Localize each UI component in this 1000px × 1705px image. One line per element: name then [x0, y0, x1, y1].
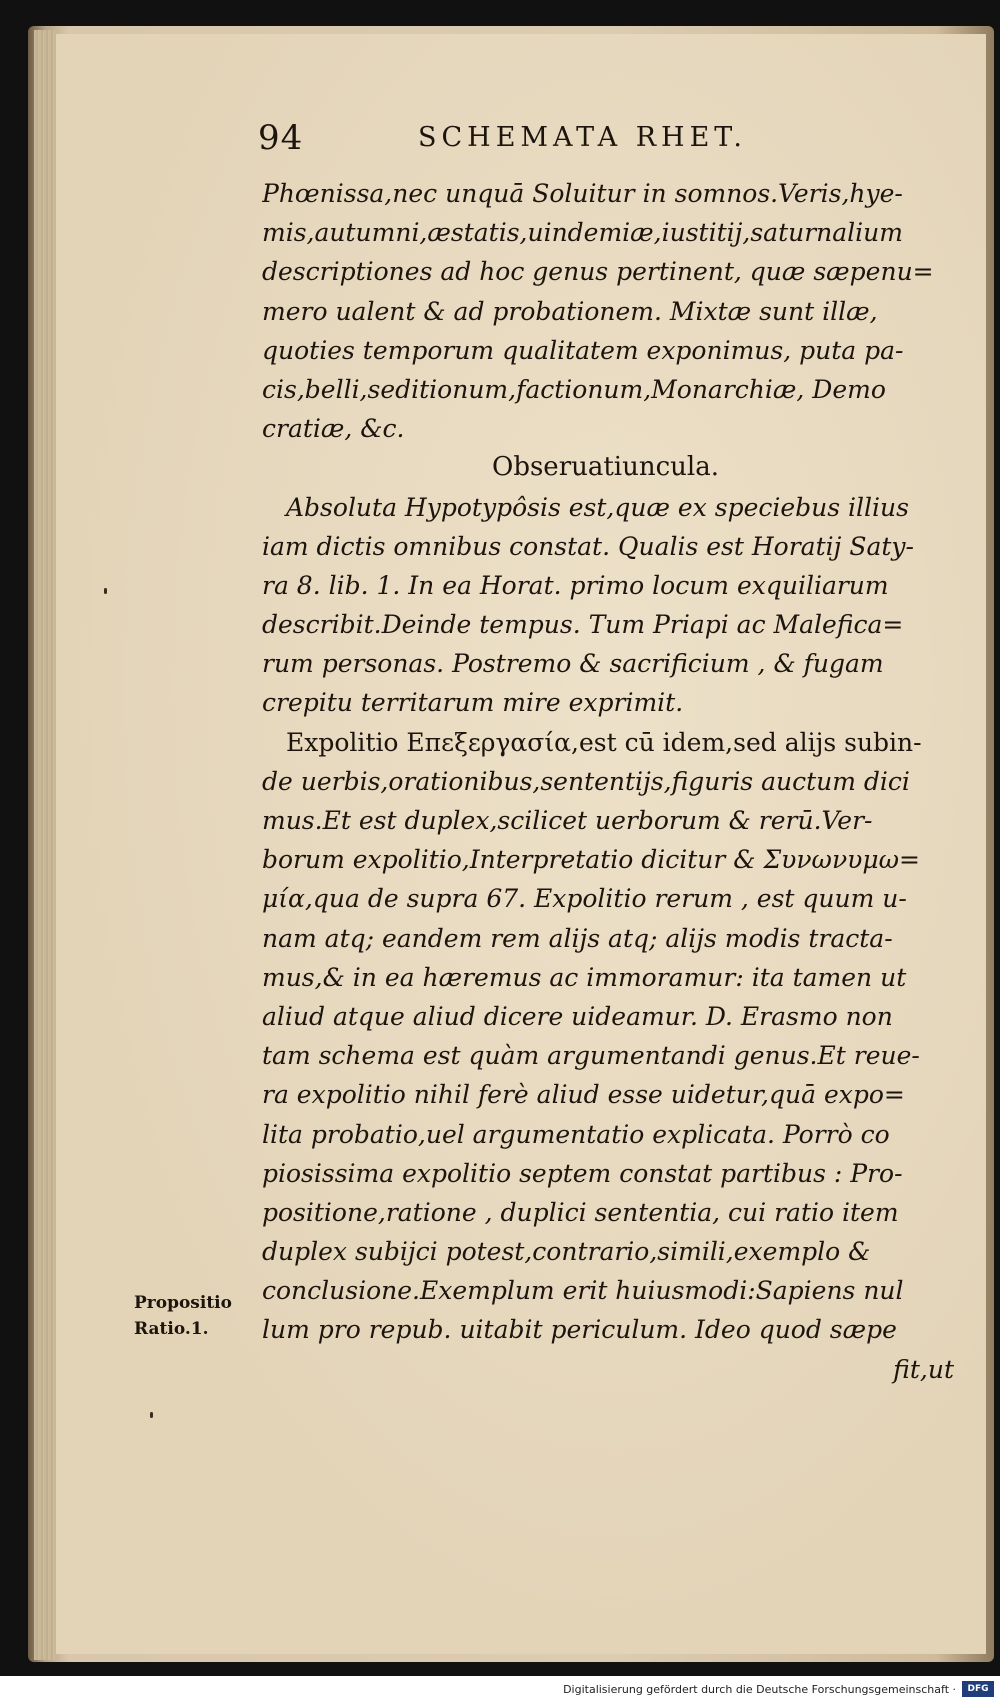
- text-line: de uerbis,orationibus,sententijs,figuris auctum dici: [262, 766, 910, 796]
- text-line: mus.Et est duplex,scilicet uerborum & rerū.Ver-: [262, 806, 873, 835]
- digitization-credit: Digitalisierung gefördert durch die Deutsche Forschungsgemeinschaft ·: [563, 1683, 956, 1696]
- text-line: Absoluta Hypotypôsis est,quæ ex speciebus illius: [286, 492, 909, 522]
- text-line: iam dictis omnibus constat. Qualis est Horatij Saty-: [262, 531, 914, 561]
- text-line: piosissima expolitio septem constat partibus : Pro-: [262, 1158, 903, 1188]
- text-line: rum personas. Postremo & sacrificium , & fugam: [262, 649, 884, 679]
- margin-note-propositio: Propositio: [134, 1293, 232, 1313]
- text-line: mis,autumni,æstatis,uindemiæ,iustitij,saturnalium: [262, 218, 903, 248]
- text-line: aliud atque aliud dicere uideamur. D. Erasmo non: [262, 1001, 893, 1031]
- text-line: Phœnissa,nec unquā Soluitur in somnos.Veris,hye-: [262, 179, 903, 208]
- text-line: describit.Deinde tempus. Tum Priapi ac Malefica=: [262, 610, 904, 640]
- text-line: descriptiones ad hoc genus pertinent, quæ sæpenu=: [262, 257, 934, 287]
- margin-notes: [134, 1290, 264, 1342]
- text-line: ra 8. lib. 1. In ea Horat. primo locum exquiliarum: [262, 570, 889, 600]
- text-line: borum expolitio,Interpretatio dicitur & Συνωνυμω=: [262, 845, 920, 875]
- text-line: cis,belli,seditionum,factionum,Monarchiæ, Demo: [262, 374, 886, 404]
- text-line: tam schema est quàm argumentandi genus.Et reue-: [262, 1041, 920, 1071]
- page-header: [258, 118, 858, 162]
- text-line: Expolitio Επεξεργασία,est cū idem,sed alijs subin-: [286, 727, 922, 757]
- text-line: cratiæ, &c.: [262, 414, 405, 444]
- text-line: lum pro repub. uitabit periculum. Ideo quod sæpe: [262, 1315, 897, 1345]
- text-line: quoties temporum qualitatem exponimus, puta pa-: [262, 335, 904, 365]
- page-gutter-edges: [34, 30, 56, 1660]
- text-line: crepitu territarum mire exprimit.: [262, 688, 684, 718]
- text-line: mero ualent & ad probationem. Mixtæ sunt illæ,: [262, 296, 878, 326]
- ink-speck: [150, 1412, 153, 1418]
- text-line: lita probatio,uel argumentatio explicata. Porrò co: [262, 1119, 890, 1149]
- running-head: SCHEMATA RHET.: [418, 122, 747, 153]
- ink-speck: [104, 588, 107, 594]
- text-line: nam atq; eandem rem alijs atq; alijs modis tracta-: [262, 923, 893, 953]
- text-line: positione,ratione , duplici sententia, cui ratio item: [262, 1197, 899, 1227]
- text-line: duplex subijci potest,contrario,simili,exemplo &: [262, 1237, 871, 1267]
- text-line: μία,qua de supra 67. Expolitio rerum , est quum u-: [262, 884, 907, 914]
- text-line: mus,& in ea hæremus ac immoramur: ita tamen ut: [262, 962, 907, 992]
- page-number: 94: [258, 118, 304, 158]
- text-line: conclusione.Exemplum erit huiusmodi:Sapiens nul: [262, 1276, 904, 1306]
- dfg-logo: DFG: [962, 1681, 994, 1697]
- catchword-line: fit,ut: [893, 1354, 954, 1384]
- margin-note-ratio: Ratio.1.: [134, 1319, 209, 1339]
- text-line: ra expolitio nihil ferè aliud esse uidetur,quā expo=: [262, 1080, 905, 1110]
- section-heading: Obseruatiuncula.: [492, 452, 720, 483]
- body-text: [262, 174, 962, 1389]
